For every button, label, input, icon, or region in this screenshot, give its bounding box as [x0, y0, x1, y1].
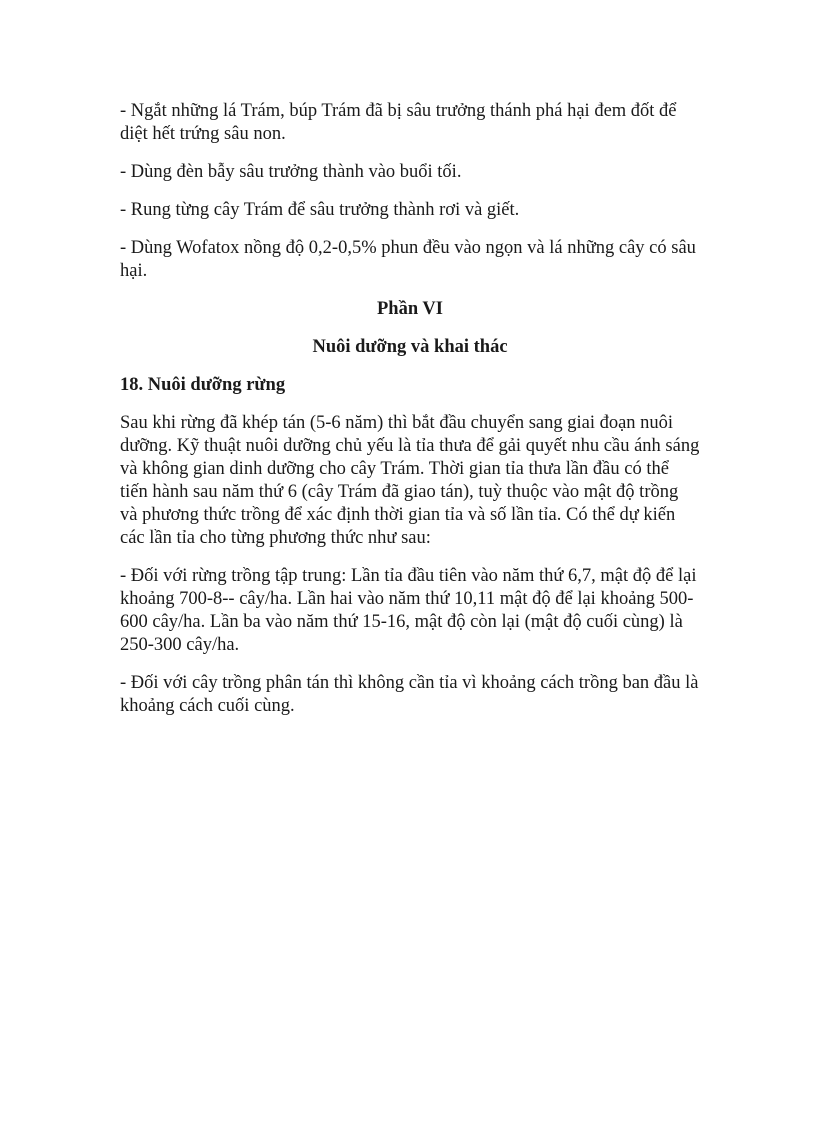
paragraph-spray-wofatox: - Dùng Wofatox nồng độ 0,2-0,5% phun đều vào ngọn và lá những cây có sâu hại. — [120, 238, 696, 281]
paragraph-shake-trees: - Rung từng cây Trám để sâu trưởng thành rơi và giết. — [120, 200, 520, 220]
paragraph-light-trap: - Dùng đèn bẫy sâu trưởng thành vào buổi tối. — [120, 162, 462, 182]
paragraph-scattered-planting: - Đối với cây trồng phân tán thì không cần tỉa vì khoảng cách trồng ban đầu là khoảng cách cuối cùng. — [120, 673, 699, 716]
document-page — [120, 100, 700, 733]
section-heading: 18. Nuôi dưỡng rừng — [120, 375, 286, 395]
part-heading: Phần VI — [377, 299, 443, 319]
paragraph-tending-intro: Sau khi rừng đã khép tán (5-6 năm) thì bắt đầu chuyển sang giai đoạn nuôi dưỡng. Kỹ thuật nuôi dưỡng chủ yếu là tỉa thưa để gải quyết nhu cầu ánh sáng và không gian dinh dưỡng cho cây Trám. Thời gian tỉa thưa lần đầu có thể tiến hành sau năm thứ 6 (cây Trám đã giao tán), tuỳ thuộc vào mật độ trồng và phương thức trồng để xác định thời gian tỉa và số lần tỉa. Có thể dự kiến các lần tỉa cho từng phương thức như sau: — [120, 413, 700, 548]
paragraph-concentrated-planting: - Đối với rừng trồng tập trung: Lần tỉa đầu tiên vào năm thứ 6,7, mật độ để lại khoảng 700-8-- cây/ha. Lần hai vào năm thứ 10,11 mật độ để lại khoảng 500-600 cây/ha. Lần ba vào năm thứ 15-16, mật độ còn lại (mật độ cuối cùng) là 250-300 cây/ha. — [120, 566, 697, 655]
paragraph-cut-leaves: - Ngắt những lá Trám, búp Trám đã bị sâu trưởng thánh phá hại đem đốt để diệt hết trứng sâu non. — [120, 101, 677, 144]
part-subheading: Nuôi dưỡng và khai thác — [312, 337, 508, 357]
